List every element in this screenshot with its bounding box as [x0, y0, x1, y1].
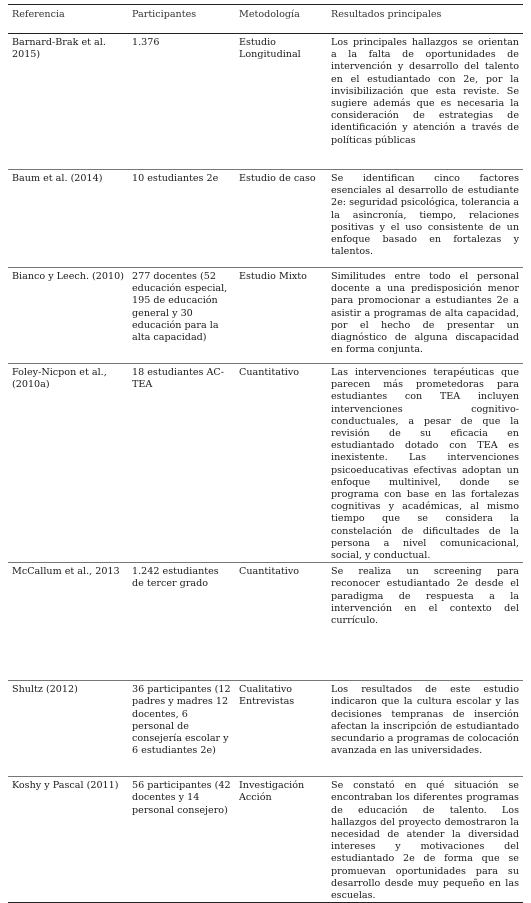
cell-resultados: Las intervenciones terapéuticas que parecen más prometedoras para estudiantes con TEA incluyen intervenciones cognitivo-conductuales, a pesar de que la revisión de su eficacia en estudiantado dotado con TEA es inexistente. Las intervenciones psicoeducativas efectivas adoptan un enfoque multinivel, donde se programa con base en las fortalezas cognitivas y académicas, al mismo tiempo que se considera la constelación de dificultades de la persona a nivel comunicacional, social, y conductual.	[327, 364, 523, 563]
cell-resultados: Similitudes entre todo el personal docente a una predisposición menor para promocionar a estudiantes 2e a asistir a programas de alta capacidad, por el hecho de presentar un diagnóstico de alguna discapacidad en forma conjunta.	[327, 268, 523, 364]
literature-review-table	[8, 4, 523, 903]
table-row	[8, 681, 523, 777]
cell-participantes: 56 participantes (42 docentes y 14 personal consejero)	[128, 777, 235, 903]
table-row	[8, 364, 523, 563]
table-row	[8, 268, 523, 364]
cell-participantes: 1.242 estudiantes de tercer grado	[128, 563, 235, 681]
header-metodologia: Metodología	[235, 5, 327, 34]
cell-resultados: Se constató en qué situación se encontraban los diferentes programas de educación de talento. Los hallazgos del proyecto demostraron la necesidad de atender la diversidad intereses y motivaciones del estudiantado 2e de forma que se promuevan oportunidades para su desarrollo desde muy pequeño en las escuelas.	[327, 777, 523, 903]
cell-referencia: Foley-Nicpon et al., (2010a)	[8, 364, 128, 563]
header-participantes: Participantes	[128, 5, 235, 34]
table-row	[8, 777, 523, 903]
cell-resultados: Los principales hallazgos se orientan a la falta de oportunidades de intervención y desarrollo del talento en el estudiantado con 2e, por la invisibilización que esta reviste. Se sugiere además que es necesaria la consideración de estrategias de identificación y atención a través de políticas públicas	[327, 34, 523, 170]
cell-metodologia: Investigación Acción	[235, 777, 327, 903]
cell-metodologia: Estudio Longitudinal	[235, 34, 327, 170]
cell-participantes: 10 estudiantes 2e	[128, 170, 235, 268]
table-row	[8, 170, 523, 268]
table-row	[8, 563, 523, 681]
cell-metodologia: Cuantitativo	[235, 364, 327, 563]
cell-metodologia: Estudio de caso	[235, 170, 327, 268]
cell-referencia: Shultz (2012)	[8, 681, 128, 777]
table-header-row	[8, 5, 523, 34]
cell-resultados: Se realiza un screening para reconocer estudiantado 2e desde el paradigma de respuesta a la intervención en el contexto del currículo.	[327, 563, 523, 681]
cell-metodologia: Estudio Mixto	[235, 268, 327, 364]
cell-referencia: Koshy y Pascal (2011)	[8, 777, 128, 903]
cell-resultados: Los resultados de este estudio indicaron que la cultura escolar y las decisiones tempranas de inserción afectan la inscripción de estudiantado secundario a programas de colocación avanzada en las universidades.	[327, 681, 523, 777]
header-resultados: Resultados principales	[327, 5, 523, 34]
cell-participantes: 277 docentes (52 educación especial, 195 de educación general y 30 educación para la alta capacidad)	[128, 268, 235, 364]
cell-referencia: Bianco y Leech. (2010)	[8, 268, 128, 364]
cell-participantes: 1.376	[128, 34, 235, 170]
cell-resultados: Se identifican cinco factores esenciales al desarrollo de estudiante 2e: seguridad psicológica, tolerancia a la asincronía, tiempo, relaciones positivas y el uso consistente de un enfoque basado en fortalezas y talentos.	[327, 170, 523, 268]
cell-referencia: Baum et al. (2014)	[8, 170, 128, 268]
cell-metodologia: Cuantitativo	[235, 563, 327, 681]
cell-participantes: 36 participantes (12 padres y madres 12 docentes, 6 personal de consejería escolar y 6 estudiantes 2e)	[128, 681, 235, 777]
cell-participantes: 18 estudiantes AC-TEA	[128, 364, 235, 563]
header-referencia: Referencia	[8, 5, 128, 34]
cell-referencia: McCallum et al., 2013	[8, 563, 128, 681]
cell-metodologia: Cualitativo Entrevistas	[235, 681, 327, 777]
table-row	[8, 34, 523, 170]
cell-referencia: Barnard-Brak et al. 2015)	[8, 34, 128, 170]
